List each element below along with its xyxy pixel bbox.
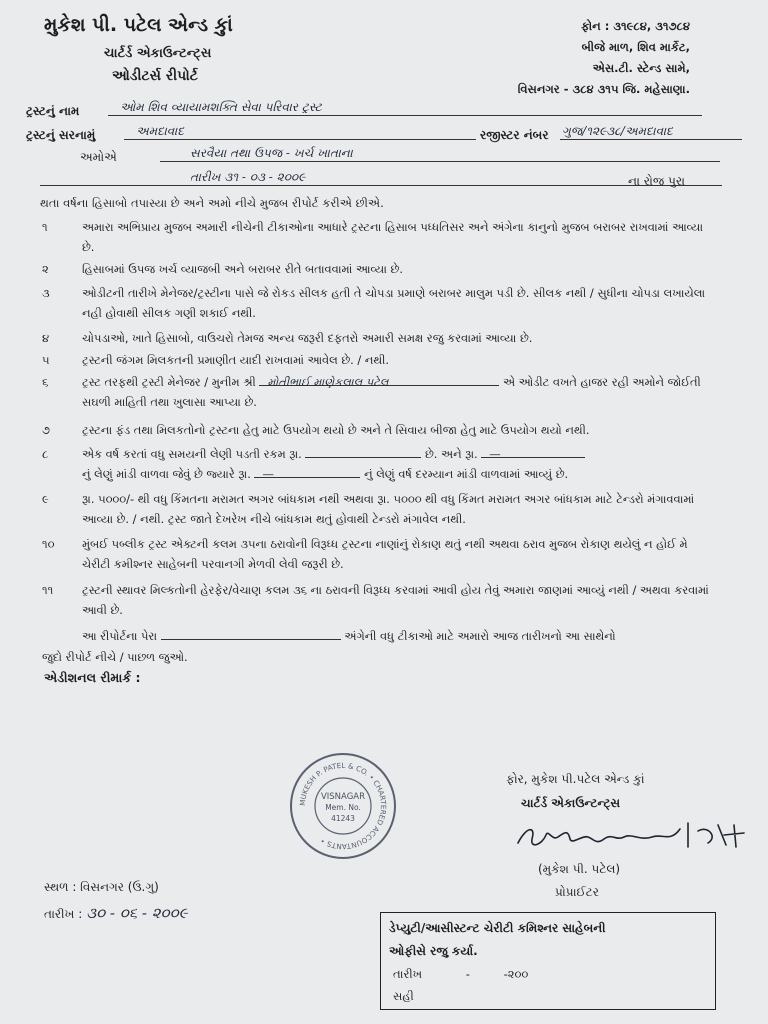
paragraph-text: ટ્રસ્ટના ફંડ તથા મિલકતોનો ટ્રસ્ટના હેતુ માટે ઉપયોગ થયો છે અને તે સિવાય બીજા હેતુ માટે ઉપયોગ થયો નથી. (82, 423, 590, 437)
para-blank (161, 626, 341, 640)
amount-blank-1 (305, 444, 421, 458)
paragraph-text: હિસાબમાં ઉપજ ખર્ચ વ્યાજબી અને બરાબર રીતે બતાવવામાં આવ્યા છે. (82, 262, 403, 276)
trust-name-label: ટ્રસ્ટનું નામ (26, 104, 80, 118)
paragraph-text-d: નું લેણું વર્ષ દરમ્યાન માંડી વાળવામાં આવ્યું છે. (364, 467, 569, 481)
address-line-3: વિસનગર - ૩૮૪ ૩૧૫ જિ. મહેસાણા. (517, 82, 690, 96)
box-date-end: -૨૦૦ (503, 967, 529, 981)
trust-address-field: અમદાવાદ (124, 124, 476, 140)
closing-paragraph (42, 626, 712, 646)
register-field: ગુજ/૧૨૯૩૮/અમદાવાદ (560, 124, 742, 140)
paragraph-number: ૨ (42, 262, 49, 276)
manager-name-field: મોતીભાઈ માણેકલાલ પટેલ (259, 372, 499, 386)
paragraph-text: ઓડીટની તારીખે મેનેજર/ટ્રસ્ટીના પાસે જે રોકડ સીલક હતી તે ચોપડા પ્રમાણે બરાબર માલુમ પડી છે. સીલક નથી / સુધીના ચોપડા લખાયેલા નહી હોવાથી સીલક ગણી શકાઈ નથી. (82, 286, 706, 320)
paragraph-6 (42, 372, 712, 412)
trust-name-field: ઓમ શિવ વ્યાયામશક્તિ સેવા પરિવાર ટ્રસ્ટ (108, 100, 702, 116)
seal-number: 41243 (331, 814, 355, 823)
intro-text: થતા વર્ષના હિસાબો તપાસ્યા છે અને અમો નીચે મુજબ રીપોર્ટ કરીએ છીએ. (40, 196, 384, 210)
paragraph-number: ૬ (42, 375, 49, 389)
box-date-label: તારીખ (393, 967, 423, 981)
closing-text-a: આ રીપોર્ટના પેરા (82, 629, 158, 643)
seal-city: VISNAGAR (320, 792, 366, 802)
paragraph-11 (42, 580, 712, 620)
paragraph-text-c: નું લેણું માંડી વાળવા જેવું છે જ્યારે રૂા. (82, 467, 251, 481)
box-date (393, 967, 528, 982)
paragraph-text-b: એ ઓડીટ વખતે હાજર રહી અમોને જોઈતી સઘળી માહિતી તથા ખુલાસા આપ્યા છે. (82, 375, 701, 409)
paragraph-number: ૧ (42, 220, 48, 234)
signer-role: પ્રોપ્રાઈટર (555, 885, 599, 899)
contact-block (518, 16, 690, 100)
paragraph-text: ચોપડાઓ, ખાતે હિસાબો, વાઉચરો તેમજ અન્ય જરૂરી દફતરો અમારી સમક્ષ રજુ કરવામાં આવ્યા છે. (82, 331, 533, 345)
box-sign: સહી (393, 989, 414, 1003)
paragraph-text: અમારા અભિપ્રાય મુજબ અમારી નીચેની ટીકાઓના આધારે ટ્રસ્ટના હિસાબ પધ્ધતિસર અને અંગેના કાનુનો મુજબ બરાબર રાખવામાં આવ્યા છે. (82, 220, 704, 254)
signer-name: (મુકેશ પી. પટેલ) (538, 862, 621, 876)
address-line-2: એસ.ટી. સ્ટેન્ડ સામે, (592, 61, 690, 75)
firm-seal (290, 753, 396, 859)
paragraph-text (82, 372, 712, 412)
report-date (44, 904, 188, 922)
paragraph-text (82, 444, 712, 484)
paragraph-text: રૂા. ૫૦૦૦/- થી વધુ કિંમતના મરામત અગર બાંધકામ નથી અથવા રૂા. ૫૦૦૦ થી વધુ કિંમત મરામત અગર બાંધકામ માટે ટેન્ડરો મંગાવવામાં આવ્યા છે. / નથી. ટ્રસ્ટ જાતે દેખરેખ નીચે બાંધકામ થતું હોવાથી ટેન્ડરો મંગાવેલ નથી. (82, 492, 695, 526)
paragraph-number: ૭ (42, 423, 50, 437)
paragraph-4 (42, 328, 712, 348)
chartered-accountants: ચાર્ટર્ડ એકાઉન્ટન્ટ્સ (521, 796, 621, 810)
box-date-mid: - (465, 967, 470, 981)
paragraph-text: ટ્રસ્ટની જંગમ મિલકતની પ્રમાણીત યાદી રાખવામાં આવેલ છે. / નથી. (82, 353, 389, 367)
place: સ્થળ : વિસનગર (ઉ.ગુ) (44, 880, 159, 894)
paragraph-1 (42, 217, 712, 257)
paragraph-10 (42, 534, 712, 574)
we-field: સરવૈયા તથા ઉપજ - ખર્ચ ખાતાના (160, 146, 720, 162)
signature-graphic (512, 815, 752, 857)
date-suffix: ના રોજ પુરા (628, 174, 685, 188)
paragraph-number: ૩ (42, 286, 50, 300)
additional-remark: એડીશનલ રીમાર્ક : (44, 670, 141, 685)
paragraph-3 (42, 283, 712, 323)
closing-text-b: અંગેની વધુ ટીકાઓ માટે અમારો આજ તારીખનો આ સાથેનો (344, 629, 616, 643)
paragraph-text: ટ્રસ્ટની સ્થાવર મિલ્કતોની હેરફેર/વેચાણ કલમ ૩૬ ના ઠરાવની વિરૂધ્ધ કરવામાં આવી હોય તેવું અમારા જાણમાં આવ્યું નથી / અથવા કરવામાં આવી છે. (82, 583, 709, 617)
report-title: ઓડીટર્સ રીપોર્ટ (112, 68, 198, 84)
address-line-1: બીજે માળ, શિવ માર્કેટ, (581, 40, 690, 54)
paragraph-text: મુંબઈ પબ્લીક ટ્રસ્ટ એક્ટની કલમ ૩૫ના ઠરાવોની વિરૂધ્ધ ટ્રસ્ટના નાણાંનું રોકાણ થતું નથી અથવા ઠરાવ મુજબ રોકાણ થયેલું ન હોઈ મે ચેરીટી કમીશ્નર સાહેબની પરવાનગી મેળવી લેવી જરૂરી છે. (82, 537, 688, 571)
seal-graphic (292, 755, 394, 857)
paragraph-text-a: એક વર્ષ કરતાં વધુ સમયની લેણી પડતી રકમ રૂા. (82, 447, 302, 461)
register-row (480, 128, 549, 143)
paragraph-number: ૫ (42, 353, 50, 367)
paragraph-number: ૪ (42, 331, 50, 345)
paragraph-number: ૮ (42, 447, 49, 461)
paragraph-2 (42, 259, 712, 279)
paragraph-text-b: છે. અને રૂા. (425, 447, 478, 461)
date-field: તારીખ ૩૧ - ૦૩ - ૨૦૦૯ (40, 170, 722, 186)
amount-blank-2: — (481, 444, 585, 458)
paragraph-7 (42, 420, 712, 440)
amount-blank-3: — (254, 464, 360, 478)
closing-text-c: જુદો રીપોર્ટ નીચે / પાછળ જુઓ. (42, 650, 188, 664)
signature (512, 815, 752, 861)
paragraph-8 (42, 444, 712, 484)
paragraph-number: ૧૧ (42, 583, 54, 597)
paragraph-number: ૧૦ (42, 537, 55, 551)
seal-ring-text: MUKESH P. PATEL & CO. • CHARTERED ACCOUNTANTS • (297, 760, 389, 852)
box-line-2: ઓફીસે રજુ કર્યા. (389, 944, 478, 958)
seal-mem: Mem. No. (325, 803, 361, 812)
closing-text (82, 626, 712, 646)
firm-subtitle: ચાર્ટર્ડ એકાઉન્ટન્ટ્સ (104, 46, 212, 61)
trust-address-row (26, 128, 95, 143)
phone: ફોન : ૩૧૯૮૪, ૩૧૭૮૪ (581, 19, 690, 33)
for-firm: ફોર, મુકેશ પી.પટેલ એન્ડ કાું (506, 772, 645, 786)
paragraph-number: ૯ (42, 492, 49, 506)
paragraph-text-a: ટ્રસ્ટ તરફથી ટ્રસ્ટી મેનેજર / મુનીમ શ્રી (82, 375, 256, 389)
firm-name: મુકેશ પી. પટેલ એન્ડ કાું (44, 14, 233, 36)
paragraph-9 (42, 489, 712, 529)
trust-address-label: ટ્રસ્ટનું સરનામું (26, 128, 96, 142)
we-label: અમોએ (80, 150, 117, 164)
paragraph-5 (42, 350, 712, 370)
register-label: રજીસ્ટર નંબર (480, 128, 549, 142)
date-value: ૩૦ - ૦૬ - ૨૦૦૯ (86, 904, 188, 922)
date-label: તારીખ : (44, 907, 83, 921)
box-line-1: ડેપ્યુટી/આસીસ્ટન્ટ ચેરીટી કમિશ્નર સાહેબની (389, 921, 606, 935)
submission-box (380, 912, 716, 1010)
trust-name-row (26, 104, 79, 119)
